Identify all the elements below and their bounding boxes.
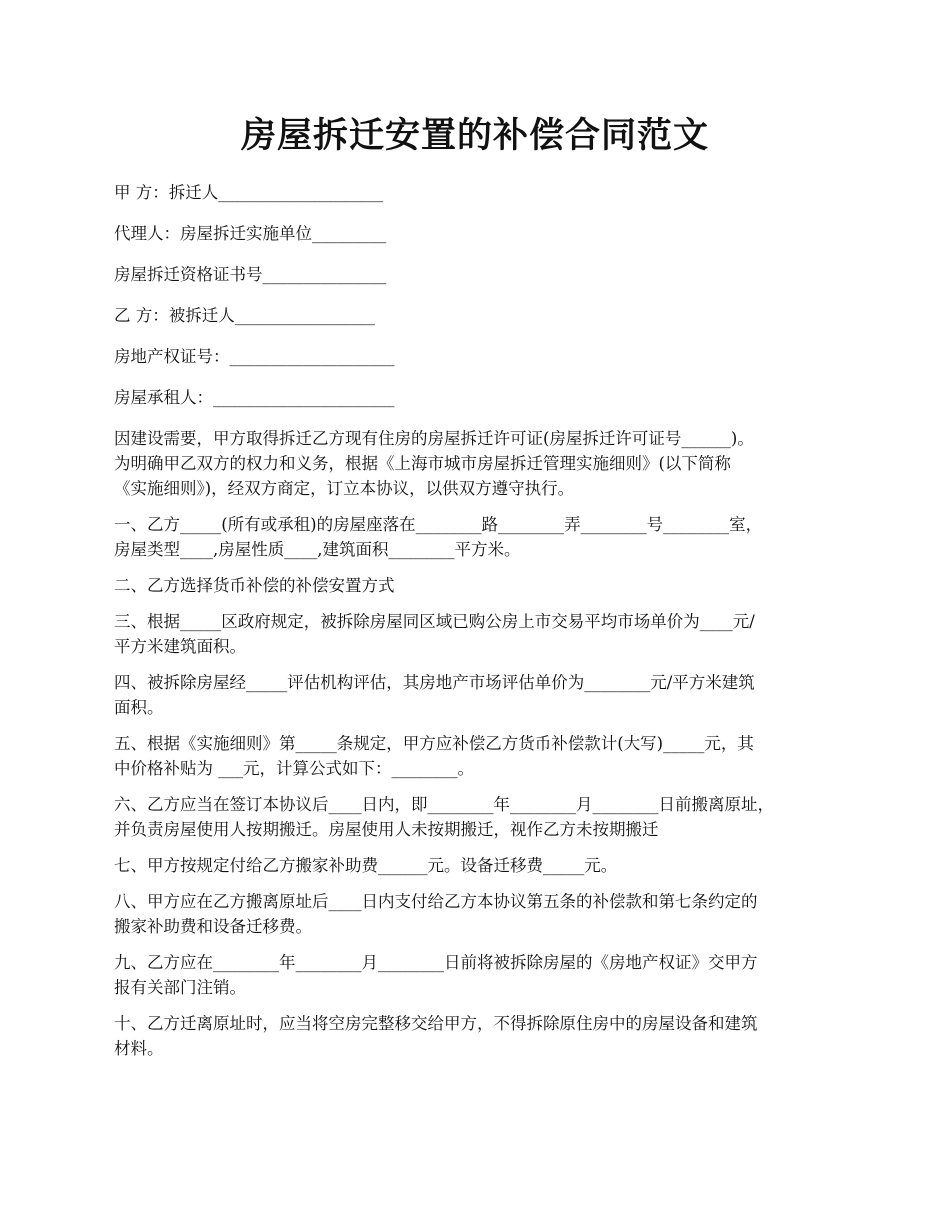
paragraph-line: 房屋类型____,房屋性质____,建筑面积________平方米。 bbox=[114, 540, 521, 559]
document-body bbox=[114, 180, 854, 1072]
paragraph-line: 材料。 bbox=[114, 1039, 164, 1058]
clause-3 bbox=[114, 609, 854, 659]
party-b-field: 乙 方：被拆迁人_________________ bbox=[114, 306, 375, 325]
qualification-cert-field: 房屋拆迁资格证书号_______________ bbox=[114, 265, 387, 284]
paragraph-line: 报有关部门注销。 bbox=[114, 978, 246, 997]
clause-7 bbox=[114, 853, 854, 878]
paragraph-line: 面积。 bbox=[114, 698, 164, 717]
paragraph-line: 中价格补贴为 ___元，计算公式如下：________。 bbox=[114, 759, 474, 778]
clause-2 bbox=[114, 573, 854, 598]
paragraph-line: 四、被拆除房屋经_____评估机构评估，其房地产市场评估单价为________元/平方米建筑 bbox=[114, 673, 755, 692]
paragraph-line: 《实施细则》)，经双方商定，订立本协议，以供双方遵守执行。 bbox=[114, 479, 575, 498]
clause-6 bbox=[114, 792, 854, 842]
document-title: 房屋拆迁安置的补偿合同范文 bbox=[240, 115, 709, 156]
property-cert-field: 房地产权证号：____________________ bbox=[114, 347, 395, 366]
paragraph-line: 平方米建筑面积。 bbox=[114, 637, 246, 656]
clause-5 bbox=[114, 731, 854, 781]
clause-9 bbox=[114, 950, 854, 1000]
paragraph-line: 三、根据_____区政府规定，被拆除房屋同区域已购公房上市交易平均市场单价为____元/ bbox=[114, 612, 755, 631]
preamble-paragraph bbox=[114, 426, 854, 501]
paragraph-line: 因建设需要，甲方取得拆迁乙方现有住房的房屋拆迁许可证(房屋拆迁许可证号______)。 bbox=[114, 429, 754, 448]
agent-field: 代理人：房屋拆迁实施单位_________ bbox=[114, 224, 387, 243]
paragraph-line: 七、甲方按规定付给乙方搬家补助费______元。设备迁移费_____元。 bbox=[114, 856, 618, 875]
clause-4 bbox=[114, 670, 854, 720]
paragraph-line: 五、根据《实施细则》第_____条规定，甲方应补偿乙方货币补偿款计(大写)_____元，其 bbox=[114, 734, 754, 753]
paragraph-line: 十、乙方迁离原址时，应当将空房完整移交给甲方，不得拆除原住房中的房屋设备和建筑 bbox=[114, 1014, 758, 1033]
paragraph-line: 六、乙方应当在签订本协议后____日内，即________年________月________日前搬离原址， bbox=[114, 795, 774, 814]
party-a-field: 甲 方：拆迁人____________________ bbox=[114, 183, 384, 202]
paragraph-line: 为明确甲乙双方的权力和义务，根据《上海市城市房屋拆迁管理实施细则》(以下简称 bbox=[114, 454, 731, 473]
paragraph-line: 九、乙方应在________年________月________日前将被拆除房屋的《房地产权证》交甲方 bbox=[114, 953, 758, 972]
clause-8 bbox=[114, 889, 854, 939]
paragraph-line: 八、甲方应在乙方搬离原址后____日内支付给乙方本协议第五条的补偿款和第七条约定的 bbox=[114, 892, 758, 911]
paragraph-line: 并负责房屋使用人按期搬迁。房屋使用人未按期搬迁，视作乙方未按期搬迁 bbox=[114, 820, 659, 839]
paragraph-line: 一、乙方_____(所有或承租)的房屋座落在________路________弄________号________室， bbox=[114, 515, 763, 534]
clause-10 bbox=[114, 1011, 854, 1061]
paragraph-line: 二、乙方选择货币补偿的补偿安置方式 bbox=[114, 576, 395, 595]
clause-1 bbox=[114, 512, 854, 562]
tenant-field: 房屋承租人：______________________ bbox=[114, 388, 395, 407]
paragraph-line: 搬家补助费和设备迁移费。 bbox=[114, 917, 312, 936]
